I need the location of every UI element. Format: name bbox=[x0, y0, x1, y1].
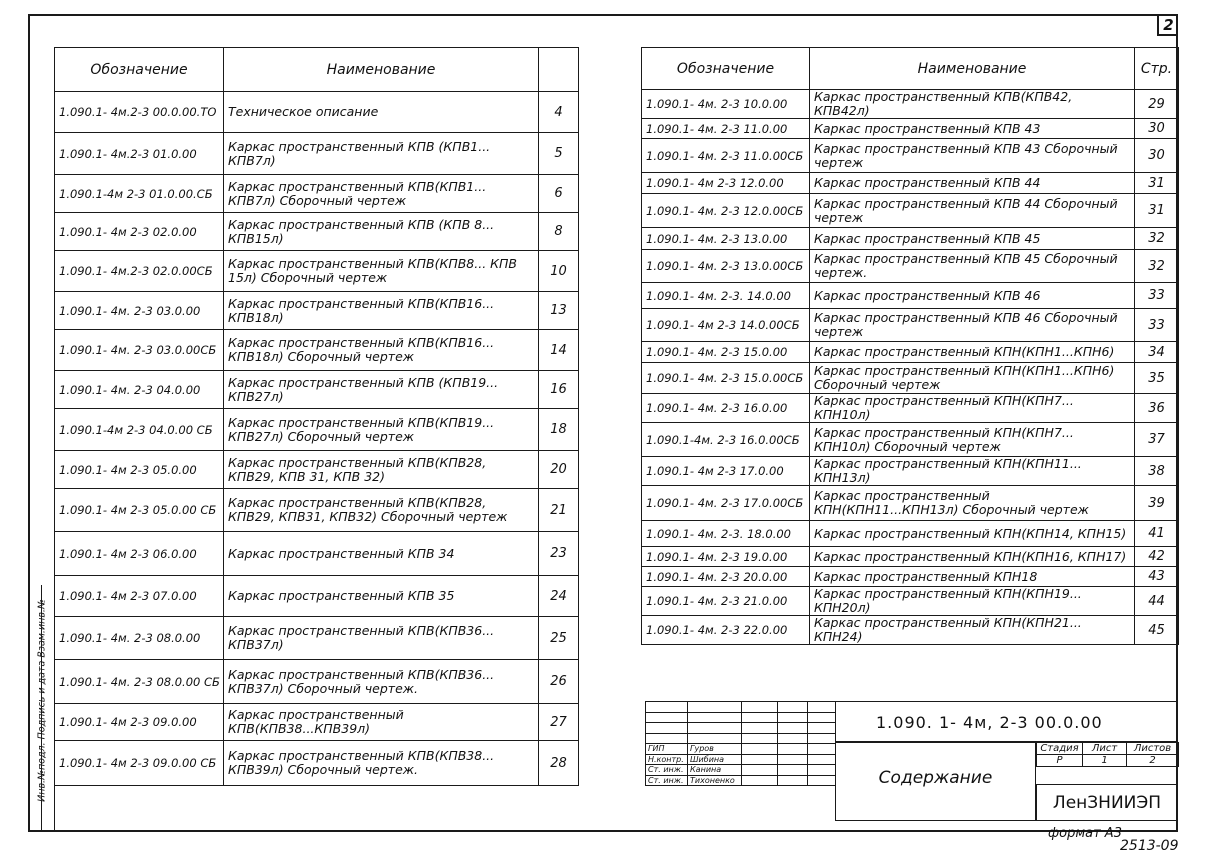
contents-row bbox=[55, 409, 579, 451]
sheet-value: 1 bbox=[1083, 755, 1127, 767]
row-page: 31 bbox=[1135, 194, 1179, 228]
row-code: 1.090.1- 4м. 2-3 04.0.00 bbox=[55, 371, 224, 409]
contents-row bbox=[642, 342, 1179, 363]
row-page: 32 bbox=[1135, 250, 1179, 283]
row-page: 37 bbox=[1135, 423, 1179, 457]
header-name: Наименование bbox=[224, 48, 539, 92]
archive-number: 2513-09 bbox=[1120, 838, 1179, 854]
row-name: Техническое описание bbox=[224, 92, 539, 133]
row-page: 28 bbox=[539, 741, 579, 786]
row-name: Каркас пространственный КПВ (КПВ1... КПВ7л) bbox=[224, 133, 539, 175]
row-page: 21 bbox=[539, 489, 579, 532]
row-code: 1.090.1- 4м. 2-3 03.0.00 bbox=[55, 292, 224, 330]
row-name: Каркас пространственный КПВ 43 Сборочный чертеж bbox=[810, 139, 1135, 173]
contents-row bbox=[55, 660, 579, 704]
contents-row bbox=[55, 532, 579, 576]
row-name: Каркас пространственный КПВ(КПВ28, КПВ29, КПВ31, КПВ32) Сборочный чертеж bbox=[224, 489, 539, 532]
staff-name: Гуров bbox=[688, 744, 742, 755]
row-name: Каркас пространственный КПВ 45 Сборочный чертеж. bbox=[810, 250, 1135, 283]
row-code: 1.090.1- 4м. 2-3 08.0.00 bbox=[55, 617, 224, 660]
row-code: 1.090.1- 4м 2-3 06.0.00 bbox=[55, 532, 224, 576]
contents-row bbox=[642, 547, 1179, 567]
row-name: Каркас пространственный КПВ(КПВ38... КПВ39л) Сборочный чертеж. bbox=[224, 741, 539, 786]
row-code: 1.090.1- 4м. 2-3 17.0.00СБ bbox=[642, 486, 810, 521]
contents-row bbox=[642, 173, 1179, 194]
page-number: 2 bbox=[1157, 14, 1178, 36]
contents-row bbox=[642, 423, 1179, 457]
side-stamp-text: Инв.№подл. Подпись и дата Взам.инв.№ bbox=[36, 599, 48, 802]
sheet-label: Лист bbox=[1083, 743, 1127, 755]
row-name: Каркас пространственный КПВ 46 Сборочный чертеж bbox=[810, 309, 1135, 342]
row-name: Каркас пространственный КПН(КПН1...КПН6) bbox=[810, 342, 1135, 363]
row-name: Каркас пространственный КПН(КПН1...КПН6) Сборочный чертеж bbox=[810, 363, 1135, 394]
staff-role: Ст. инж. bbox=[646, 765, 688, 776]
row-code: 1.090.1- 4м. 2-3 15.0.00СБ bbox=[642, 363, 810, 394]
staff-role: ГИП bbox=[646, 744, 688, 755]
contents-row bbox=[642, 250, 1179, 283]
row-page: 30 bbox=[1135, 119, 1179, 139]
contents-row bbox=[642, 394, 1179, 423]
row-page: 29 bbox=[1135, 90, 1179, 119]
contents-row bbox=[55, 92, 579, 133]
row-code: 1.090.1- 4м. 2-3 11.0.00СБ bbox=[642, 139, 810, 173]
organization-name: ЛенЗНИИЭП bbox=[1036, 784, 1178, 821]
row-name: Каркас пространственный КПВ (КПВ19... КПВ27л) bbox=[224, 371, 539, 409]
row-page: 14 bbox=[539, 330, 579, 371]
row-name: Каркас пространственный КПВ(КПВ1... КПВ7л) Сборочный чертеж bbox=[224, 175, 539, 213]
row-name: Каркас пространственный КПВ 46 bbox=[810, 283, 1135, 309]
row-name: Каркас пространственный КПН(КПН7... КПН10л) Сборочный чертеж bbox=[810, 423, 1135, 457]
contents-row bbox=[55, 330, 579, 371]
row-code: 1.090.1- 4м.2-3 00.0.00.ТО bbox=[55, 92, 224, 133]
row-code: 1.090.1-4м. 2-3 16.0.00СБ bbox=[642, 423, 810, 457]
row-name: Каркас пространственный КПВ 44 Сборочный чертеж bbox=[810, 194, 1135, 228]
row-page: 26 bbox=[539, 660, 579, 704]
contents-row bbox=[55, 371, 579, 409]
row-page: 39 bbox=[1135, 486, 1179, 521]
row-name: Каркас пространственный КПВ (КПВ 8... КПВ15л) bbox=[224, 213, 539, 251]
contents-row bbox=[642, 139, 1179, 173]
header-designation: Обозначение bbox=[55, 48, 224, 92]
header-name: Наименование bbox=[810, 48, 1135, 90]
contents-row bbox=[642, 194, 1179, 228]
row-page: 6 bbox=[539, 175, 579, 213]
contents-row bbox=[642, 616, 1179, 645]
row-page: 25 bbox=[539, 617, 579, 660]
sheets-label: Листов bbox=[1127, 743, 1179, 755]
row-name: Каркас пространственный КПН(КПН11... КПН13л) bbox=[810, 457, 1135, 486]
header-designation: Обозначение bbox=[642, 48, 810, 90]
document-code: 1.090. 1- 4м, 2-3 00.0.00 bbox=[835, 701, 1178, 742]
contents-row bbox=[55, 451, 579, 489]
row-page: 35 bbox=[1135, 363, 1179, 394]
contents-row bbox=[642, 90, 1179, 119]
header-page: Стр. bbox=[1135, 48, 1179, 90]
stage-table bbox=[1036, 742, 1179, 767]
staff-role: Н.контр. bbox=[646, 754, 688, 765]
row-name: Каркас пространственный КПН18 bbox=[810, 567, 1135, 587]
row-code: 1.090.1-4м 2-3 04.0.00 СБ bbox=[55, 409, 224, 451]
row-code: 1.090.1- 4м.2-3 02.0.00СБ bbox=[55, 251, 224, 292]
row-name: Каркас пространственный КПВ 45 bbox=[810, 228, 1135, 250]
row-page: 8 bbox=[539, 213, 579, 251]
row-code: 1.090.1- 4м 2-3 09.0.00 СБ bbox=[55, 741, 224, 786]
row-code: 1.090.1- 4м 2-3 17.0.00 bbox=[642, 457, 810, 486]
row-name: Каркас пространственный КПВ(КПВ36... КПВ37л) Сборочный чертеж. bbox=[224, 660, 539, 704]
row-code: 1.090.1- 4м 2-3 07.0.00 bbox=[55, 576, 224, 617]
row-page: 33 bbox=[1135, 309, 1179, 342]
staff-name: Тихоненко bbox=[688, 775, 742, 786]
approval-grid bbox=[645, 701, 836, 786]
contents-row bbox=[55, 251, 579, 292]
staff-name: Шибина bbox=[688, 754, 742, 765]
row-code: 1.090.1- 4м 2-3 12.0.00 bbox=[642, 173, 810, 194]
row-page: 34 bbox=[1135, 342, 1179, 363]
row-name: Каркас пространственный КПВ 35 bbox=[224, 576, 539, 617]
row-name: Каркас пространственный КПВ(КПВ16... КПВ18л) Сборочный чертеж bbox=[224, 330, 539, 371]
row-page: 4 bbox=[539, 92, 579, 133]
row-page: 5 bbox=[539, 133, 579, 175]
contents-row bbox=[642, 457, 1179, 486]
contents-row bbox=[642, 486, 1179, 521]
contents-table-right bbox=[641, 47, 1179, 645]
contents-row bbox=[55, 213, 579, 251]
row-code: 1.090.1- 4м 2-3 14.0.00СБ bbox=[642, 309, 810, 342]
contents-row bbox=[642, 521, 1179, 547]
title-block bbox=[645, 701, 1178, 832]
row-name: Каркас пространственный КПВ(КПВ38...КПВ39л) bbox=[224, 704, 539, 741]
side-stamp-divider bbox=[41, 585, 42, 830]
contents-row bbox=[642, 363, 1179, 394]
contents-row bbox=[642, 228, 1179, 250]
contents-table-left bbox=[54, 47, 579, 786]
contents-row bbox=[642, 567, 1179, 587]
format-label: формат А3 bbox=[1048, 826, 1122, 841]
row-code: 1.090.1- 4м 2-3 05.0.00 СБ bbox=[55, 489, 224, 532]
row-code: 1.090.1- 4м. 2-3 19.0.00 bbox=[642, 547, 810, 567]
row-code: 1.090.1- 4м. 2-3 08.0.00 СБ bbox=[55, 660, 224, 704]
contents-row bbox=[55, 576, 579, 617]
row-name: Каркас пространственный КПН(КПН21... КПН24) bbox=[810, 616, 1135, 645]
row-name: Каркас пространственный КПН(КПН19... КПН20л) bbox=[810, 587, 1135, 616]
staff-row bbox=[646, 754, 836, 765]
header-page bbox=[539, 48, 579, 92]
contents-row bbox=[55, 704, 579, 741]
row-name: Каркас пространственный КПВ 43 bbox=[810, 119, 1135, 139]
row-page: 44 bbox=[1135, 587, 1179, 616]
row-name: Каркас пространственный КПВ(КПВ16... КПВ18л) bbox=[224, 292, 539, 330]
row-name: Каркас пространственный КПН(КПН14, КПН15) bbox=[810, 521, 1135, 547]
row-name: Каркас пространственный КПВ 34 bbox=[224, 532, 539, 576]
row-code: 1.090.1- 4м. 2-3 03.0.00СБ bbox=[55, 330, 224, 371]
contents-row bbox=[55, 617, 579, 660]
contents-row bbox=[55, 292, 579, 330]
row-code: 1.090.1- 4м. 2-3 13.0.00 bbox=[642, 228, 810, 250]
contents-row bbox=[642, 309, 1179, 342]
row-code: 1.090.1- 4м. 2-3 15.0.00 bbox=[642, 342, 810, 363]
contents-row bbox=[55, 489, 579, 532]
row-code: 1.090.1- 4м. 2-3. 18.0.00 bbox=[642, 521, 810, 547]
row-code: 1.090.1- 4м. 2-3 13.0.00СБ bbox=[642, 250, 810, 283]
row-code: 1.090.1- 4м. 2-3 11.0.00 bbox=[642, 119, 810, 139]
row-code: 1.090.1- 4м 2-3 09.0.00 bbox=[55, 704, 224, 741]
row-code: 1.090.1- 4м. 2-3 16.0.00 bbox=[642, 394, 810, 423]
row-page: 32 bbox=[1135, 228, 1179, 250]
row-code: 1.090.1- 4м. 2-3 12.0.00СБ bbox=[642, 194, 810, 228]
row-page: 16 bbox=[539, 371, 579, 409]
document-title: Содержание bbox=[835, 742, 1036, 821]
staff-row bbox=[646, 775, 836, 786]
row-code: 1.090.1- 4м 2-3 02.0.00 bbox=[55, 213, 224, 251]
contents-row bbox=[55, 741, 579, 786]
row-page: 27 bbox=[539, 704, 579, 741]
row-name: Каркас пространственный КПВ(КПВ8... КПВ 15л) Сборочный чертеж bbox=[224, 251, 539, 292]
staff-row bbox=[646, 765, 836, 776]
contents-row bbox=[642, 283, 1179, 309]
row-page: 42 bbox=[1135, 547, 1179, 567]
staff-row bbox=[646, 744, 836, 755]
row-name: Каркас пространственный КПН(КПН16, КПН17) bbox=[810, 547, 1135, 567]
row-page: 18 bbox=[539, 409, 579, 451]
row-page: 38 bbox=[1135, 457, 1179, 486]
row-name: Каркас пространственный КПВ(КПВ42, КПВ42л) bbox=[810, 90, 1135, 119]
contents-row bbox=[642, 587, 1179, 616]
row-page: 36 bbox=[1135, 394, 1179, 423]
stage-value: Р bbox=[1037, 755, 1083, 767]
row-code: 1.090.1- 4м. 2-3. 14.0.00 bbox=[642, 283, 810, 309]
row-page: 10 bbox=[539, 251, 579, 292]
row-code: 1.090.1- 4м 2-3 05.0.00 bbox=[55, 451, 224, 489]
row-code: 1.090.1- 4м.2-3 01.0.00 bbox=[55, 133, 224, 175]
row-name: Каркас пространственный КПВ(КПВ19... КПВ27л) Сборочный чертеж bbox=[224, 409, 539, 451]
staff-name: Канина bbox=[688, 765, 742, 776]
row-page: 13 bbox=[539, 292, 579, 330]
staff-role: Ст. инж. bbox=[646, 775, 688, 786]
row-name: Каркас пространственный КПВ 44 bbox=[810, 173, 1135, 194]
row-code: 1.090.1-4м 2-3 01.0.00.СБ bbox=[55, 175, 224, 213]
row-name: Каркас пространственный КПН(КПН11...КПН13л) Сборочный чертеж bbox=[810, 486, 1135, 521]
row-page: 30 bbox=[1135, 139, 1179, 173]
row-page: 24 bbox=[539, 576, 579, 617]
row-page: 31 bbox=[1135, 173, 1179, 194]
sheets-value: 2 bbox=[1127, 755, 1179, 767]
row-page: 45 bbox=[1135, 616, 1179, 645]
row-code: 1.090.1- 4м. 2-3 20.0.00 bbox=[642, 567, 810, 587]
stage-label: Стадия bbox=[1037, 743, 1083, 755]
row-code: 1.090.1- 4м. 2-3 22.0.00 bbox=[642, 616, 810, 645]
row-page: 20 bbox=[539, 451, 579, 489]
row-name: Каркас пространственный КПВ(КПВ36... КПВ37л) bbox=[224, 617, 539, 660]
contents-row bbox=[55, 175, 579, 213]
row-page: 23 bbox=[539, 532, 579, 576]
row-page: 33 bbox=[1135, 283, 1179, 309]
contents-row bbox=[55, 133, 579, 175]
contents-row bbox=[642, 119, 1179, 139]
row-name: Каркас пространственный КПН(КПН7... КПН10л) bbox=[810, 394, 1135, 423]
row-code: 1.090.1- 4м. 2-3 10.0.00 bbox=[642, 90, 810, 119]
row-page: 41 bbox=[1135, 521, 1179, 547]
row-code: 1.090.1- 4м. 2-3 21.0.00 bbox=[642, 587, 810, 616]
row-page: 43 bbox=[1135, 567, 1179, 587]
row-name: Каркас пространственный КПВ(КПВ28, КПВ29, КПВ 31, КПВ 32) bbox=[224, 451, 539, 489]
